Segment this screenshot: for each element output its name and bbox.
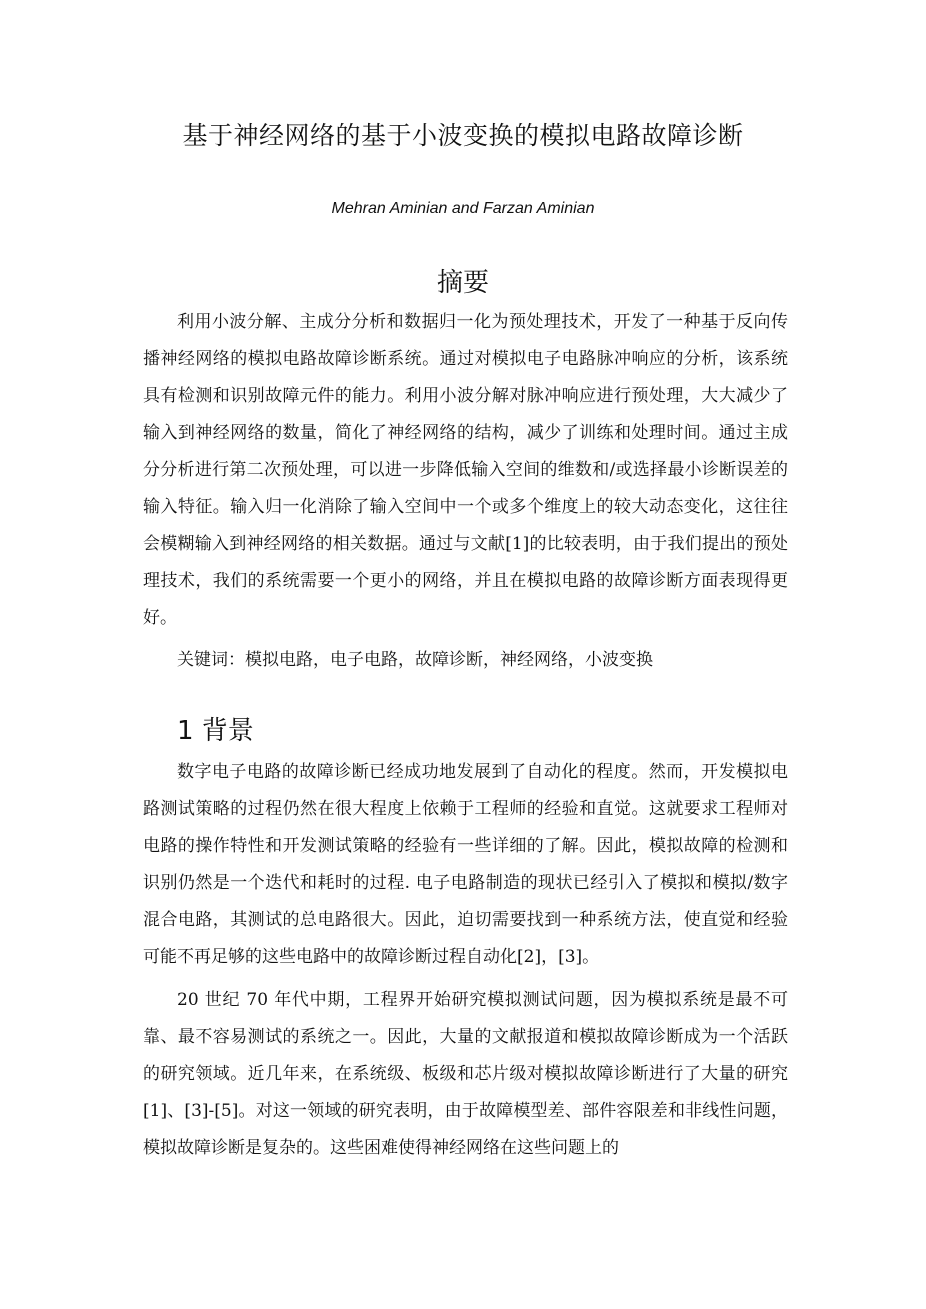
section-1-paragraph-2: 20 世纪 70 年代中期，工程界开始研究模拟测试问题，因为模拟系统是最不可靠、最不容易测试的系统之一。因此，大量的文献报道和模拟故障诊断成为一个活跃的研究领域。近几年来，在系统级、板级和芯片级对模拟故障诊断进行了大量的研究[1]、[3]-[5]。对这一领域的研究表明，由于故障模型差、部件容限差和非线性问题，模拟故障诊断是复杂的。这些困难使得神经网络在这些问题上的 (143, 990, 788, 1158)
section-1-body (143, 754, 788, 1167)
keywords-label: 关键词： (177, 650, 245, 670)
keywords-line (177, 642, 788, 679)
abstract-paragraph: 利用小波分解、主成分分析和数据归一化为预处理技术，开发了一种基于反向传播神经网络的模拟电路故障诊断系统。通过对模拟电子电路脉冲响应的分析，该系统具有检测和识别故障元件的能力。利用小波分解对脉冲响应进行预处理，大大减少了输入到神经网络的数量，简化了神经网络的结构，减少了训练和处理时间。通过主成分分析进行第二次预处理，可以进一步降低输入空间的维数和/或选择最小诊断误差的输入特征。输入归一化消除了输入空间中一个或多个维度上的较大动态变化，这往往会模糊输入到神经网络的相关数据。通过与文献[1]的比较表明，由于我们提出的预处理技术，我们的系统需要一个更小的网络，并且在模拟电路的故障诊断方面表现得更好。 (143, 312, 788, 628)
abstract-heading: 摘要 (436, 268, 489, 298)
keywords-list: 模拟电路，电子电路，故障诊断，神经网络，小波变换 (245, 650, 653, 670)
section-1-heading: 1 背景 (177, 716, 254, 746)
paper-authors: Mehran Aminian and Farzan Aminian (331, 200, 595, 217)
section-1-paragraph-1: 数字电子电路的故障诊断已经成功地发展到了自动化的程度。然而，开发模拟电路测试策略的过程仍然在很大程度上依赖于工程师的经验和直觉。这就要求工程师对电路的操作特性和开发测试策略的经验有一些详细的了解。因此，模拟故障的检测和识别仍然是一个迭代和耗时的过程. 电子电路制造的现状已经引入了模拟和模拟/数字混合电路，其测试的总电路很大。因此，迫切需要找到一种系统方法，使直觉和经验可能不再足够的这些电路中的故障诊断过程自动化[2]，[3]。 (143, 762, 788, 967)
abstract-body (143, 304, 788, 637)
paper-title: 基于神经网络的基于小波变换的模拟电路故障诊断 (182, 121, 744, 150)
